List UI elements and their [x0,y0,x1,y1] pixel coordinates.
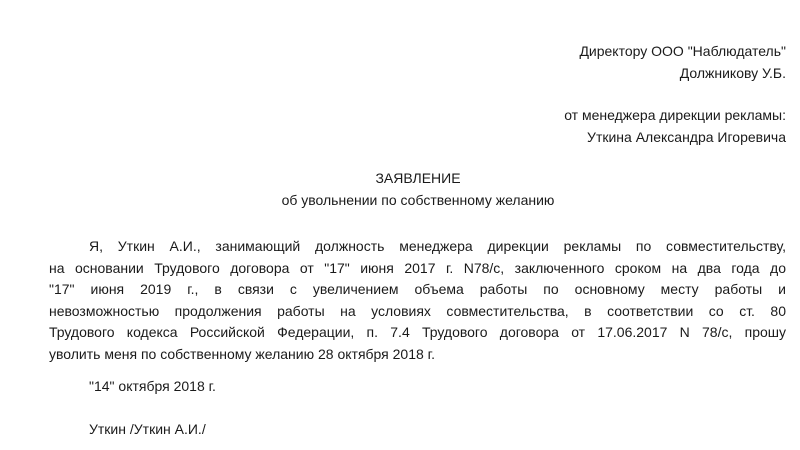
body-line: уволить меня по собственному желанию 28 октября 2018 г. [49,345,435,362]
sender-position: от менеджера дирекции рекламы: [564,107,786,123]
sender-block [564,104,786,148]
addressee-position: Директору ООО "Наблюдатель" [579,43,786,59]
statement-date: "14" октября 2018 г. [89,378,216,394]
body-line: Я, Уткин А.И., занимающий должность менеджера дирекции рекламы по совместительству, [89,238,786,254]
body-line: на основании Трудового договора от "17" июня 2017 г. N78/с, заключенного сроком на два года до [49,259,786,276]
addressee-block [579,40,786,84]
body-line: "17" июня 2019 г., в связи с увеличением объема работы по основному месту работы и [49,281,786,297]
body-line: невозможностью продолжения работы на условиях совместительства, в соответствии со ст. 80 [49,302,786,319]
document-subtitle: об увольнении по собственному желанию [281,192,555,208]
statement-body [49,236,786,365]
signature-line: Уткин /Уткин А.И./ [89,421,206,437]
addressee-name: Должникову У.Б. [679,65,786,81]
sender-name: Уткина Александра Игоревича [587,129,786,145]
document-title: ЗАЯВЛЕНИЕ [375,170,461,186]
body-line: Трудового кодекса Российской Федерации, п. 7.4 Трудового договора от 17.06.2017 N 78/с, прошу [49,324,786,340]
